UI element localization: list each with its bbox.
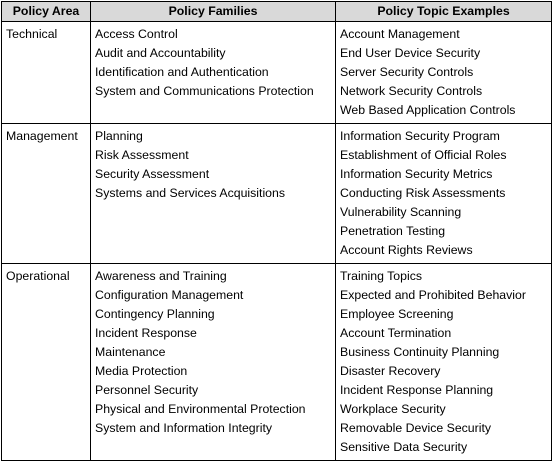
policy-topic-item: Account Rights Reviews <box>340 243 473 257</box>
table-body <box>2 22 552 461</box>
policy-topic-item: Workplace Security <box>340 402 446 416</box>
policy-family-list <box>95 127 331 203</box>
policy-family-item: System and Information Integrity <box>95 421 273 435</box>
policy-topic-item: Conducting Risk Assessments <box>340 186 506 200</box>
header-row <box>2 2 552 22</box>
policy-topic-item: Network Security Controls <box>340 84 483 98</box>
policy-topic-item: Server Security Controls <box>340 65 474 79</box>
policy-family-item: Physical and Environmental Protection <box>95 402 306 416</box>
policy-family-item: Systems and Services Acquisitions <box>95 186 286 200</box>
policy-topic-item: Establishment of Official Roles <box>340 148 507 162</box>
policy-area-cell: Technical <box>2 22 91 124</box>
policy-topic-item: Information Security Program <box>340 129 500 143</box>
policy-topic-item: End User Device Security <box>340 46 481 60</box>
policy-families-cell <box>91 22 336 124</box>
policy-family-item: Incident Response <box>95 326 197 340</box>
header-policy-area: Policy Area <box>2 2 91 22</box>
table-header <box>2 2 552 22</box>
policy-topic-list <box>340 25 547 120</box>
header-policy-families: Policy Families <box>91 2 336 22</box>
policy-topic-item: Training Topics <box>340 269 423 283</box>
policy-family-item: System and Communications Protection <box>95 84 314 98</box>
policy-family-item: Audit and Accountability <box>95 46 226 60</box>
policy-family-item: Personnel Security <box>95 383 199 397</box>
policy-topic-item: Removable Device Security <box>340 421 492 435</box>
policy-topics-cell <box>336 124 552 264</box>
table-row <box>2 264 552 461</box>
policy-family-item: Maintenance <box>95 345 166 359</box>
policy-topic-item: Sensitive Data Security <box>340 440 468 454</box>
policy-topics-cell <box>336 264 552 461</box>
table-row <box>2 22 552 124</box>
header-policy-topic-examples: Policy Topic Examples <box>336 2 552 22</box>
policy-family-item: Awareness and Training <box>95 269 227 283</box>
policy-topic-item: Information Security Metrics <box>340 167 493 181</box>
policy-family-item: Security Assessment <box>95 167 210 181</box>
policy-topic-item: Account Management <box>340 27 460 41</box>
policy-family-item: Access Control <box>95 27 178 41</box>
policy-families-cell <box>91 264 336 461</box>
policy-topic-list <box>340 127 547 260</box>
policy-families-cell <box>91 124 336 264</box>
policy-topic-item: Penetration Testing <box>340 224 446 238</box>
policy-area-cell: Operational <box>2 264 91 461</box>
policy-topic-item: Web Based Application Controls <box>340 103 516 117</box>
policy-topics-cell <box>336 22 552 124</box>
policy-topic-item: Employee Screening <box>340 307 454 321</box>
policy-family-item: Configuration Management <box>95 288 244 302</box>
policy-topic-item: Expected and Prohibited Behavior <box>340 288 526 302</box>
policy-family-item: Media Protection <box>95 364 188 378</box>
policy-family-list <box>95 267 331 438</box>
policy-family-item: Risk Assessment <box>95 148 189 162</box>
table-row <box>2 124 552 264</box>
policy-table <box>1 1 552 461</box>
policy-topic-item: Vulnerability Scanning <box>340 205 462 219</box>
policy-topic-item: Disaster Recovery <box>340 364 441 378</box>
policy-topic-list <box>340 267 547 457</box>
policy-family-item: Planning <box>95 129 143 143</box>
policy-family-list <box>95 25 331 101</box>
policy-family-item: Contingency Planning <box>95 307 215 321</box>
policy-topic-item: Business Continuity Planning <box>340 345 500 359</box>
policy-topic-item: Incident Response Planning <box>340 383 494 397</box>
policy-topic-item: Account Termination <box>340 326 452 340</box>
policy-area-cell: Management <box>2 124 91 264</box>
policy-family-item: Identification and Authentication <box>95 65 269 79</box>
